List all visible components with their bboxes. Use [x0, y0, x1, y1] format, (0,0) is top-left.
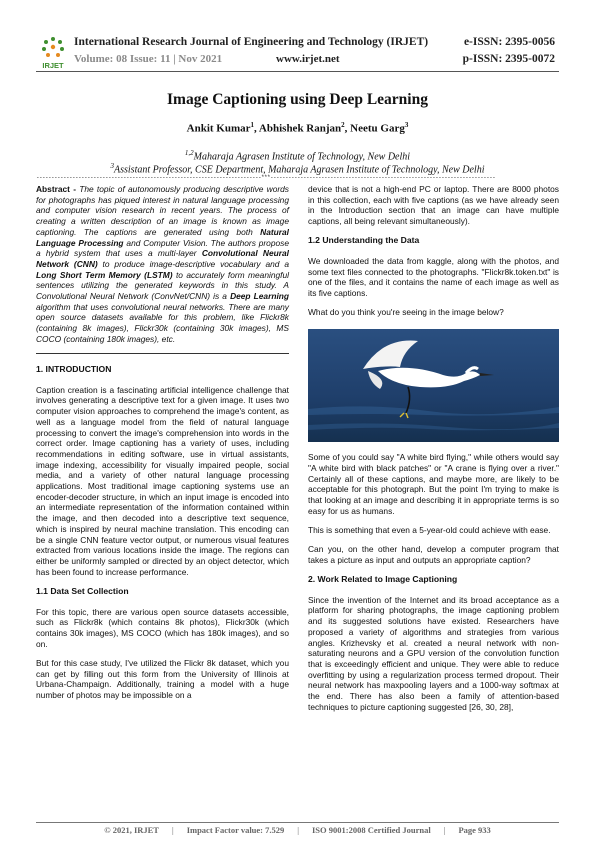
right-column — [308, 184, 559, 721]
paragraph: This is something that even a 5-year-old could achieve with ease. — [308, 524, 551, 535]
footer-page-number: Page 933 — [458, 825, 491, 835]
abstract-keyword: Long Short Term Memory (LSTM) — [36, 269, 173, 280]
abstract-keyword: Deep Learning — [230, 291, 290, 302]
author-sup: 2 — [341, 121, 345, 129]
e-issn: e-ISSN: 2395-0056 — [463, 36, 555, 48]
paragraph: But for this case study, I've utilized the Flickr 8k dataset, which you can get by filling out this form from the University of Illinois at Urbana-Champaign. Additionally, training a model with a huge number of photos may be impossible on a — [36, 657, 289, 701]
paper-title: Image Captioning using Deep Learning — [167, 91, 428, 108]
footer-divider: | — [171, 825, 174, 835]
section-heading: 1. INTRODUCTION — [36, 364, 112, 375]
footer-divider: | — [443, 825, 446, 835]
abstract-text: to accurately form meaningful sentences utilizing the generated keywords in this study. A Convolutional Neural Network (ConvNet/CNN) is a — [36, 269, 290, 302]
abstract-keyword: Natural Language Processing — [36, 226, 289, 248]
author-name: Ankit Kumar — [186, 122, 251, 135]
paragraph: Can you, on the other hand, develop a computer program that takes a picture as input and outputs an appropriate caption? — [308, 544, 559, 565]
header-rule — [36, 71, 559, 72]
footer-iso: ISO 9001:2008 Certified Journal — [311, 825, 431, 835]
paragraph: For this topic, there are various open source datasets accessible, such as Flickr8k (which contains 8k photos), Flickr30k (which contains 30k images), MS COCO (which has 180k images), and so on. — [36, 606, 289, 649]
author-separator: , — [344, 122, 351, 135]
footer-impact-factor: Impact Factor value: 7.529 — [186, 825, 285, 835]
footer-copyright: © 2021, IRJET — [104, 825, 159, 835]
irjet-logo — [38, 36, 68, 70]
journal-website-link[interactable]: www.irjet.net — [276, 53, 340, 65]
paragraph: Since the invention of the Internet and its broad acceptance as a platform for sharing photographs, the image captioning problem and its suggested solutions have existed. Researchers have proposed a variety of algorithms and strategies from various angles. Krizhevsky et al. created a neural network with non-saturating neurons and a GPU version of the convolution function that is exceedingly efficient and unique. They were able to reduce overfitting by using a regularization process termed dropout. Their neural network has maxpooling layers and a 1000-way softmax at the end. There has also been a family of attention-based techniques to picture captioning suggested [26, 30, 28], — [308, 594, 559, 712]
paragraph: What do you think you're seeing in the image below? — [308, 307, 504, 318]
paragraph: Caption creation is a fascinating artificial intelligence challenge that involves generating a descriptive text for a given image. It uses two computer vision approaches to comprehend the image's content, as well as a language model from the field of natural language processing to convert the image's comprehension into words in the correct order. Image captioning has a variety of uses, including recommendations in editing software, use in virtual assistants, image indexing, accessibility for visually impaired people, social media, and a variety of other natural language processing applications. Most traditional image captioning systems use an encoder-decoder structure, in which an input image is encoded into an intermediate representation of the information contained within the image, and then decoded into a descriptive text sequence, which is inspired by neural machine translation. This encoding can be a single CNN feature vector output, or numerous visual features extracted from various locations inside the image. The regions can either be uniformly sampled or directed by an object detector, which has been found to increase performance. — [36, 384, 289, 577]
abstract-keyword: Convolutional Neural Network (CNN) — [36, 248, 289, 269]
affiliation — [0, 149, 595, 162]
author-sup: 3 — [404, 121, 409, 129]
author-separator: , — [254, 122, 259, 135]
title-separator: ---------------------------------------------------------------------------***--------------------------------------------------------------------------- — [36, 174, 496, 181]
section-heading: 1.2 Understanding the Data — [308, 235, 420, 246]
author-list — [0, 121, 595, 135]
author-name: Abhishek Ranjan — [258, 122, 342, 135]
affiliation-text: Assistant Professor, CSE Department, Maharaja Agrasen Institute of Technology, New Delhi — [114, 164, 485, 176]
abstract-label: Abstract - — [36, 184, 76, 194]
author-sup: 1 — [250, 121, 255, 129]
section-heading: 1.1 Data Set Collection — [36, 585, 129, 596]
affiliation-sup: 3 — [110, 162, 115, 170]
paragraph: Some of you could say "A white bird flying," while others would say "A white bird with black patches" or "A crane is flying over a river." Certainly all of these captions, and maybe more, are likely to be acceptable for this photograph. But the point I'm trying to make is that looking at an image and describing it in appropriate terms is so easy for us as humans. — [308, 452, 559, 516]
footer-rule — [36, 822, 559, 823]
affiliation-sup: 1,2 — [184, 149, 194, 157]
volume-issue: Volume: 08 Issue: 11 | Nov 2021 — [74, 53, 223, 65]
section-heading: 2. Work Related to Image Captioning — [308, 574, 458, 585]
logo-text: IRJET — [42, 61, 64, 70]
abstract-text: algorithm that uses convolutional neural networks. There are many open source datasets available for this problem, like Flickr8k (containing 8k images), Flickr30k (containing 30k images), MS COCO (containing 180k images), etc. — [36, 301, 289, 344]
abstract-text: The topic of autonomously producing descriptive words for photographs has piqued interest in natural language processing and computer vision research in recent years. The process of creating a written description of an image is known as image captioning. The captions are generated using both — [36, 184, 289, 237]
abstract-text: to produce image-descriptive vocabulary and a — [97, 258, 289, 269]
p-issn: p-ISSN: 2395-0072 — [462, 53, 555, 65]
abstract-text: and Computer Vision. The authors propose a hybrid system that uses a multi-layer — [36, 237, 290, 259]
abstract-rule — [36, 353, 289, 354]
paragraph: We downloaded the data from kaggle, along with the photos, and some text files connected to the photographs. "Flickr8k.token.txt" is one of the files, and it contains the name of each image as well as its five captions. — [308, 256, 559, 299]
left-column — [36, 184, 289, 709]
journal-title: International Research Journal of Engineering and Technology (IRJET) — [74, 36, 429, 48]
page-footer — [0, 825, 595, 835]
abstract — [36, 184, 289, 345]
affiliation-text: Maharaja Agrasen Institute of Technology, New Delhi — [193, 151, 411, 163]
footer-divider: | — [297, 825, 299, 835]
paragraph: device that is not a high-end PC or laptop. There are 8000 photos in this collection, each with five captions (as we have already seen in the Introduction section that an image can have multiple captions, all being relevant simultaneously). — [308, 184, 559, 227]
author-name: Neetu Garg — [350, 122, 405, 135]
bird-photo-figure — [308, 329, 559, 442]
logo-mark-icon — [42, 37, 64, 57]
